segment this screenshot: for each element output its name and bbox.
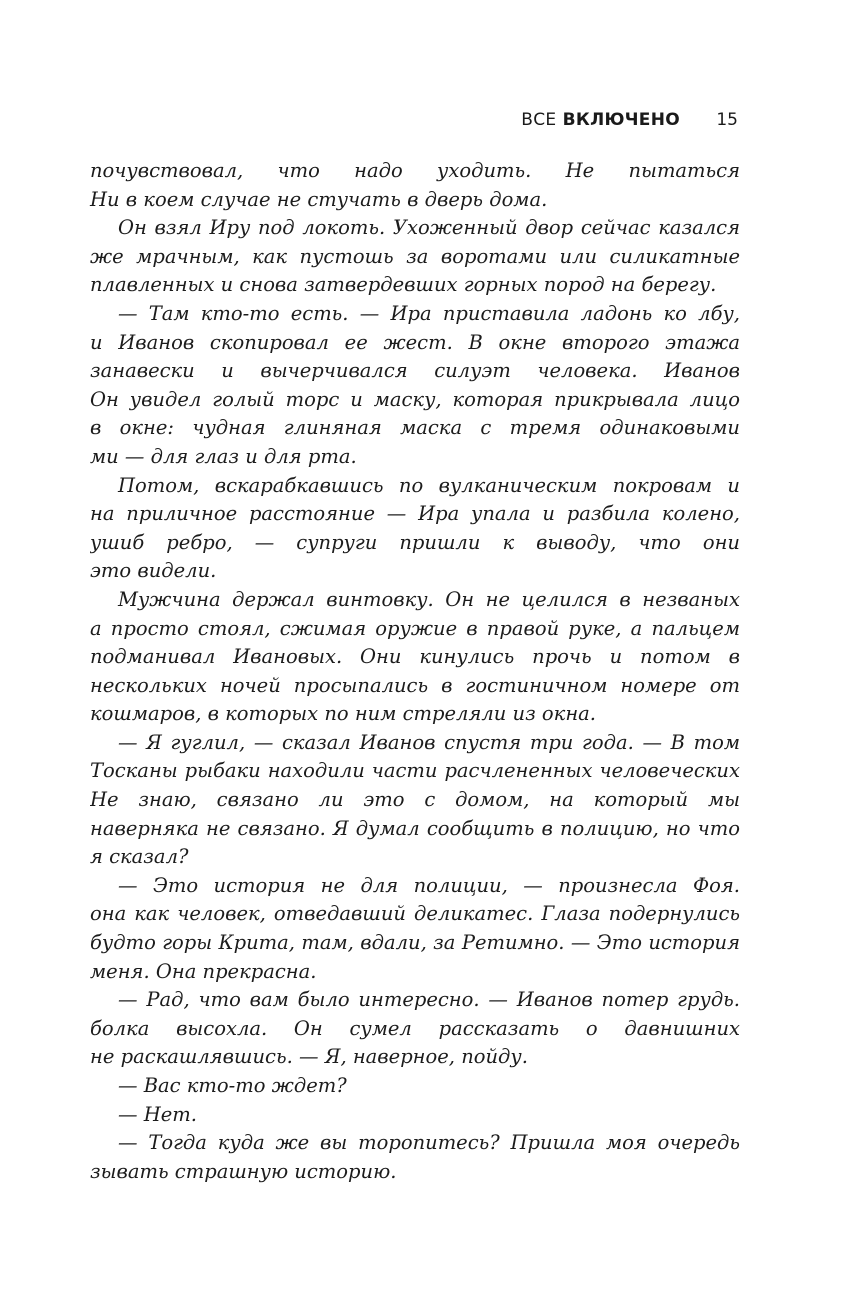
- page-number: 15: [716, 110, 738, 130]
- text-line: занавески и вычерчивался силуэт человека. Иванов: [90, 359, 740, 383]
- text-line: кошмаров, в которых по ним стреляли из окна.: [90, 702, 596, 726]
- text-line: — Вас кто-то ждет?: [118, 1074, 347, 1097]
- text-line: Ни в коем случае не стучать в дверь дома.: [90, 187, 548, 211]
- text-line: Мужчина держал винтовку. Он не целился в незваных: [118, 587, 740, 611]
- text-line: почувствовал, что надо уходить. Не пытаться: [90, 159, 740, 182]
- text-line: Он взял Иру под локоть. Ухоженный двор сейчас казался: [118, 216, 740, 240]
- text-line: — Тогда куда же вы торопитесь? Пришла моя очередь: [118, 1131, 740, 1155]
- text-line: — Рад, что вам было интересно. — Иванов потер грудь.: [118, 988, 740, 1012]
- body-text: [90, 157, 740, 1186]
- text-line: — Нет.: [118, 1102, 197, 1126]
- text-line: ушиб ребро, — супруги пришли к выводу, что они: [90, 530, 740, 554]
- text-line: ми — для глаз и для рта.: [90, 444, 357, 468]
- running-title-part-1: ВСЕ: [521, 110, 557, 130]
- text-line: болка высохла. Он сумел рассказать о давнишних: [90, 1016, 740, 1040]
- text-line: нескольких ночей просыпались в гостиничном номере от: [90, 673, 740, 697]
- text-line: — Там кто-то есть. — Ира приставила ладонь ко лбу,: [118, 301, 740, 325]
- text-line: будто горы Крита, там, вдали, за Ретимно. — Это история: [90, 931, 740, 955]
- text-line: Не знаю, связано ли это с домом, на который мы: [90, 788, 740, 812]
- text-line: и Иванов скопировал ее жест. В окне второго этажа: [90, 330, 740, 354]
- text-line: Потом, вскарабкавшись по вулканическим покровам и: [118, 473, 740, 497]
- text-line: это видели.: [90, 559, 217, 583]
- text-line: — Это история не для полиции, — произнесла Фоя.: [118, 873, 740, 897]
- text-line: же мрачным, как пустошь за воротами или силикатные: [90, 244, 740, 268]
- text-line: Тосканы рыбаки находили части расчлененных человеческих: [90, 759, 740, 783]
- text-line: подманивал Ивановых. Они кинулись прочь и потом в: [90, 645, 740, 669]
- text-line: на приличное расстояние — Ира упала и разбила колено,: [90, 502, 740, 526]
- text-line: она как человек, отведавший деликатес. Глаза подернулись: [90, 902, 740, 926]
- text-line: плавленных и снова затвердевших горных пород на берегу.: [90, 273, 717, 297]
- text-line: наверняка не связано. Я думал сообщить в полицию, но что: [90, 816, 740, 840]
- running-title: [521, 110, 680, 130]
- text-line: не раскашлявшись. — Я, наверное, пойду.: [90, 1045, 528, 1069]
- text-line: а просто стоял, сжимая оружие в правой руке, а пальцем: [90, 616, 740, 640]
- running-header: [110, 108, 738, 136]
- text-line: меня. Она прекрасна.: [90, 959, 317, 983]
- text-line: я сказал?: [90, 845, 189, 869]
- text-line: Он увидел голый торс и маску, которая прикрывала лицо: [90, 387, 740, 411]
- running-title-part-2: ВКЛЮЧЕНО: [562, 110, 680, 130]
- text-line: зывать страшную историю.: [90, 1159, 397, 1183]
- text-line: — Я гуглил, — сказал Иванов спустя три года. — В том: [118, 730, 740, 754]
- text-line: в окне: чудная глиняная маска с тремя одинаковыми: [90, 416, 740, 440]
